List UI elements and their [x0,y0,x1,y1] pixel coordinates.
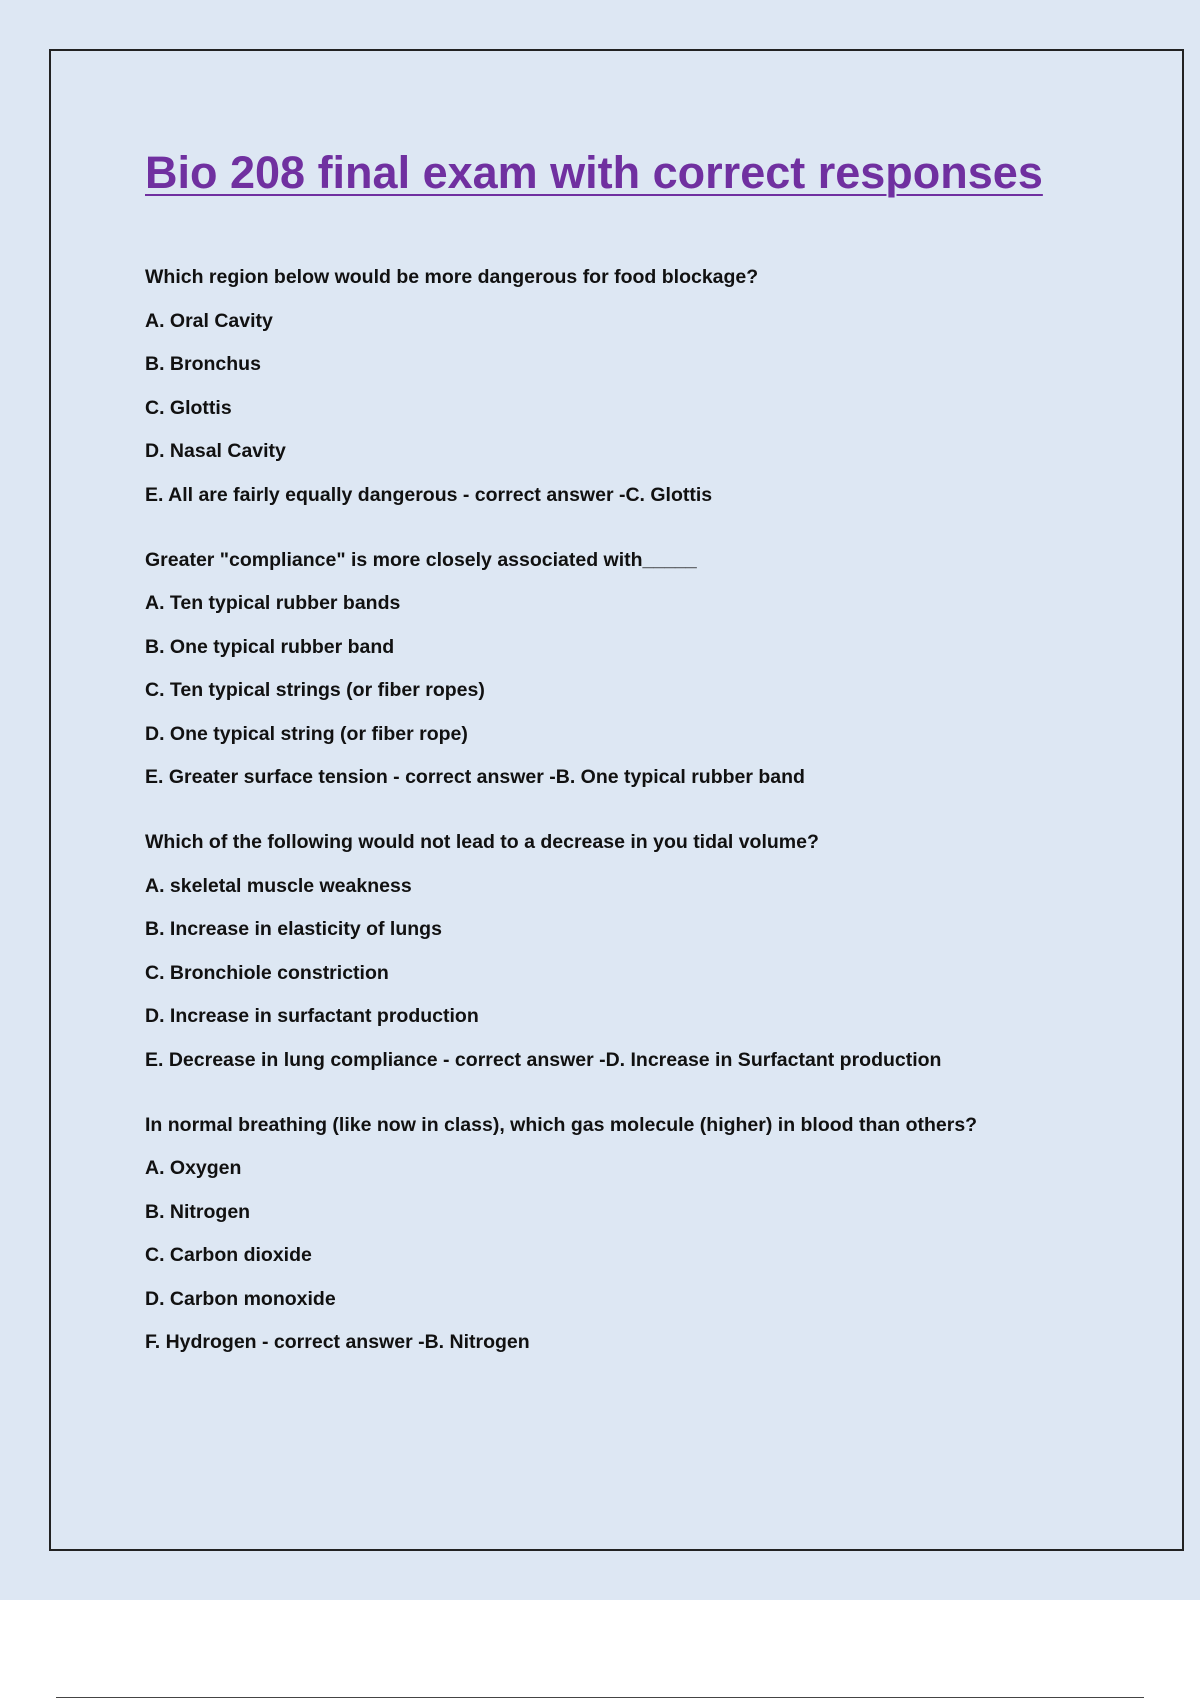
question-prompt: In normal breathing (like now in class), which gas molecule (higher) in blood than others? [145,1113,978,1136]
answer-option: A. skeletal muscle weakness [145,874,412,897]
answer-option: C. Bronchiole constriction [145,961,389,984]
answer-option-with-correct-answer: E. All are fairly equally dangerous - correct answer -C. Glottis [145,483,713,506]
answer-option-with-correct-answer: E. Greater surface tension - correct answer -B. One typical rubber band [145,766,805,788]
answer-option: A. Oral Cavity [145,309,273,332]
question-prompt: Which region below would be more dangerous for food blockage? [145,266,759,288]
footer-divider [56,1697,1144,1698]
answer-option: D. Nasal Cavity [145,440,286,462]
question-1 [145,266,1155,506]
question-2 [145,549,1155,789]
answer-option: B. Increase in elasticity of lungs [145,918,442,940]
answer-option: C. Carbon dioxide [145,1244,312,1266]
question-prompt: Greater "compliance" is more closely associated with_____ [145,548,697,571]
answer-option: C. Ten typical strings (or fiber ropes) [145,679,485,701]
answer-option: B. Nitrogen [145,1200,251,1223]
question-4 [145,1114,1155,1354]
document-title: Bio 208 final exam with correct responses [145,147,1043,198]
exam-content [145,266,1155,1396]
question-3 [145,831,1155,1071]
answer-option-with-correct-answer: F. Hydrogen - correct answer -B. Nitrogen [145,1331,530,1353]
answer-option: B. One typical rubber band [145,635,395,658]
answer-option: D. Increase in surfactant production [145,1005,479,1027]
answer-option: B. Bronchus [145,353,261,375]
answer-option-with-correct-answer: E. Decrease in lung compliance - correct answer -D. Increase in Surfactant production [145,1048,942,1071]
answer-option: D. One typical string (or fiber rope) [145,722,468,745]
answer-option: A. Ten typical rubber bands [145,592,401,614]
question-prompt: Which of the following would not lead to a decrease in you tidal volume? [145,831,819,853]
answer-option: D. Carbon monoxide [145,1287,336,1310]
answer-option: C. Glottis [145,396,232,419]
answer-option: A. Oxygen [145,1157,242,1179]
